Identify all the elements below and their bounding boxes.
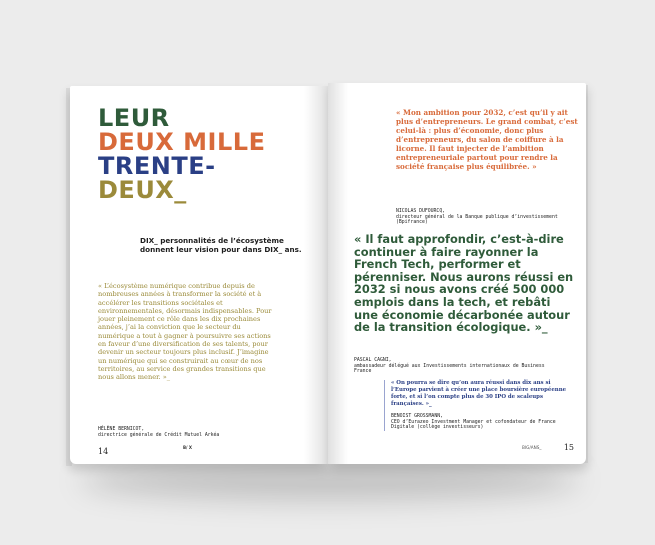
signature-dufourcq [396,209,576,226]
headline-line-1: LEUR [98,104,170,132]
author-name: PASCAL CAGNI, [354,358,392,363]
magazine-logo: B/ X [183,445,192,450]
headline-line-3: TRENTE- [98,152,216,180]
quote-dufourcq: « Mon ambition pour 2032, c’est qu’il y ait plus d’entrepreneurs. Le grand combat, c’est celui-là : plus d’économie, donc plus d’entrepreneurs, du salon de coiffure à la licorne. Il faut injecter de l’ambition entrepreneuriale partout pour rendre la société française plus équilibrée. » [396,108,578,171]
page-number-left: 14 [98,447,109,456]
author-name: HÉLÈNE BERNICOT, [98,427,145,432]
author-role: ambassadeur délégué aux Investissements internationaux de Business France [354,363,545,375]
right-gutter-shade [328,83,348,464]
left-gutter-shade [304,86,328,464]
quote-cagni: « Il faut approfondir, c’est-à-dire continuer à faire rayonner la French Tech, performer et pérenniser. Nous aurons réussi en 2032 si nous avons créé 500 000 emplois dans la tech, et rebâti une économie décarbonée autour de la transition écologique. »_ [354,232,574,335]
book-shadow [80,460,580,500]
signature-bernicot [98,427,248,438]
author-role: directeur général de la Banque publique d’investissement (Bpifrance) [396,214,558,226]
headline-line-2: DEUX MILLE [98,128,266,156]
page-number-right: 15 [563,443,574,452]
quote-grossmann-box [384,380,576,431]
signature-cagni [354,358,554,375]
quote-bernicot: « L’écosystème numérique contribue depuis de nombreuses années à transformer la société et à accélérer les transitions sociétales et environnementales, désormais indispensables. Pour jouer pleinement ce rôle dans les dix prochaines années, j’ai la conviction que le secteur du numérique a tout à gagner à poursuivre ses actions en faveur d’une diversification de ses talents, pour devenir un secteur toujours plus inclusif. J’imagine un numérique qui se construirait au cœur de nos territoires, au service des grandes transitions que nous allons mener. »_ [98,282,272,382]
author-role: CEO d’Eurazeo Investment Manager et cofondateur de France Digitale (collège investisseurs) [391,419,556,431]
author-name: NICOLAS DUFOURCQ, [396,209,446,214]
subtitle: DIX_ personnalités de l’écosystème donnent leur vision pour dans DIX_ ans. [140,236,302,254]
author-name: BENOIST GROSSMANN, [391,414,443,419]
right-page [328,83,586,464]
quote-grossmann: « On pourra se dire qu’on aura réussi dans dix ans si l’Europe parvient à créer une place boursière européenne forte, et si l’on compte plus de 30 IPO de scaleups françaises. »_ [391,380,567,407]
headline [98,106,265,202]
left-page [70,86,328,464]
headline-line-4: DEUX_ [98,176,187,204]
running-head: BIG/ANS_ [522,445,542,450]
author-role: directrice générale de Crédit Mutuel Arkéa [98,432,220,438]
signature-grossmann [391,414,576,431]
